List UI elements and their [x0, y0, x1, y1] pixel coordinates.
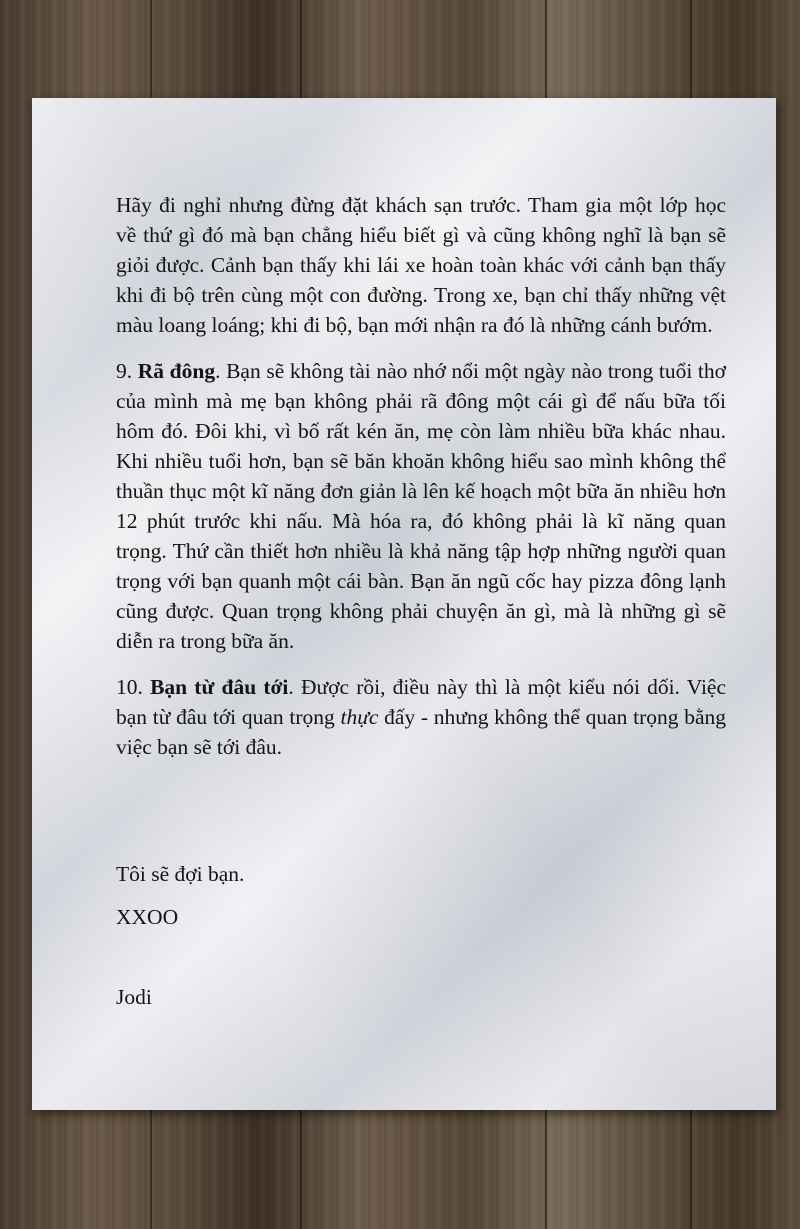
item-emphasis: thực — [340, 705, 379, 729]
paragraph-travel: Hãy đi nghỉ nhưng đừng đặt khách sạn trước. Tham gia một lớp học về thứ gì đó mà bạn chẳng hiểu biết gì và cũng không nghĩ là bạn sẽ giỏi được. Cảnh bạn thấy khi lái xe hoàn toàn khác với cảnh bạn thấy khi đi bộ trên cùng một con đường. Trong xe, bạn chỉ thấy những vệt màu loang loáng; khi đi bộ, bạn mới nhận ra đó là những cánh bướm. — [116, 193, 726, 337]
item-heading: Rã đông — [137, 359, 216, 383]
list-item-10 — [116, 672, 726, 762]
item-number: 9. — [116, 359, 133, 383]
item-text: đấy - nhưng không thể quan trọng bằng việc bạn sẽ tới đâu. — [116, 705, 726, 759]
list-item-9 — [116, 356, 726, 656]
closing-line: Tôi sẽ đợi bạn. — [116, 862, 245, 886]
item-text: . Được rồi, điều này thì là một kiểu nói dối. Việc bạn từ đâu tới quan trọng — [116, 675, 727, 729]
letter-body — [116, 190, 726, 762]
item-heading: Bạn từ đâu tới — [150, 675, 289, 699]
kisses-line: XXOO — [116, 905, 179, 929]
signature: Jodi — [116, 985, 152, 1009]
item-text: . Bạn sẽ không tài nào nhớ nổi một ngày nào trong tuổi thơ của mình mà mẹ bạn không phải rã đông một cái gì để nấu bữa tối hôm đó. Đôi khi, vì bố rất kén ăn, mẹ còn làm nhiều bữa khác nhau. Khi nhiều tuổi hơn, bạn sẽ băn khoăn không hiểu sao mình không thể thuần thục một kĩ năng đơn giản là lên kế hoạch một bữa ăn nhiều hơn 12 phút trước khi nấu. Mà hóa ra, đó không phải là kĩ năng quan trọng. Thứ cần thiết hơn nhiều là khả năng tập hợp những người quan trọng với bạn quanh một cái bàn. Bạn ăn ngũ cốc hay pizza đông lạnh cũng được. Quan trọng không phải chuyện ăn gì, mà là những gì sẽ diễn ra trong bữa ăn. — [116, 359, 727, 653]
item-number: 10. — [116, 675, 143, 699]
